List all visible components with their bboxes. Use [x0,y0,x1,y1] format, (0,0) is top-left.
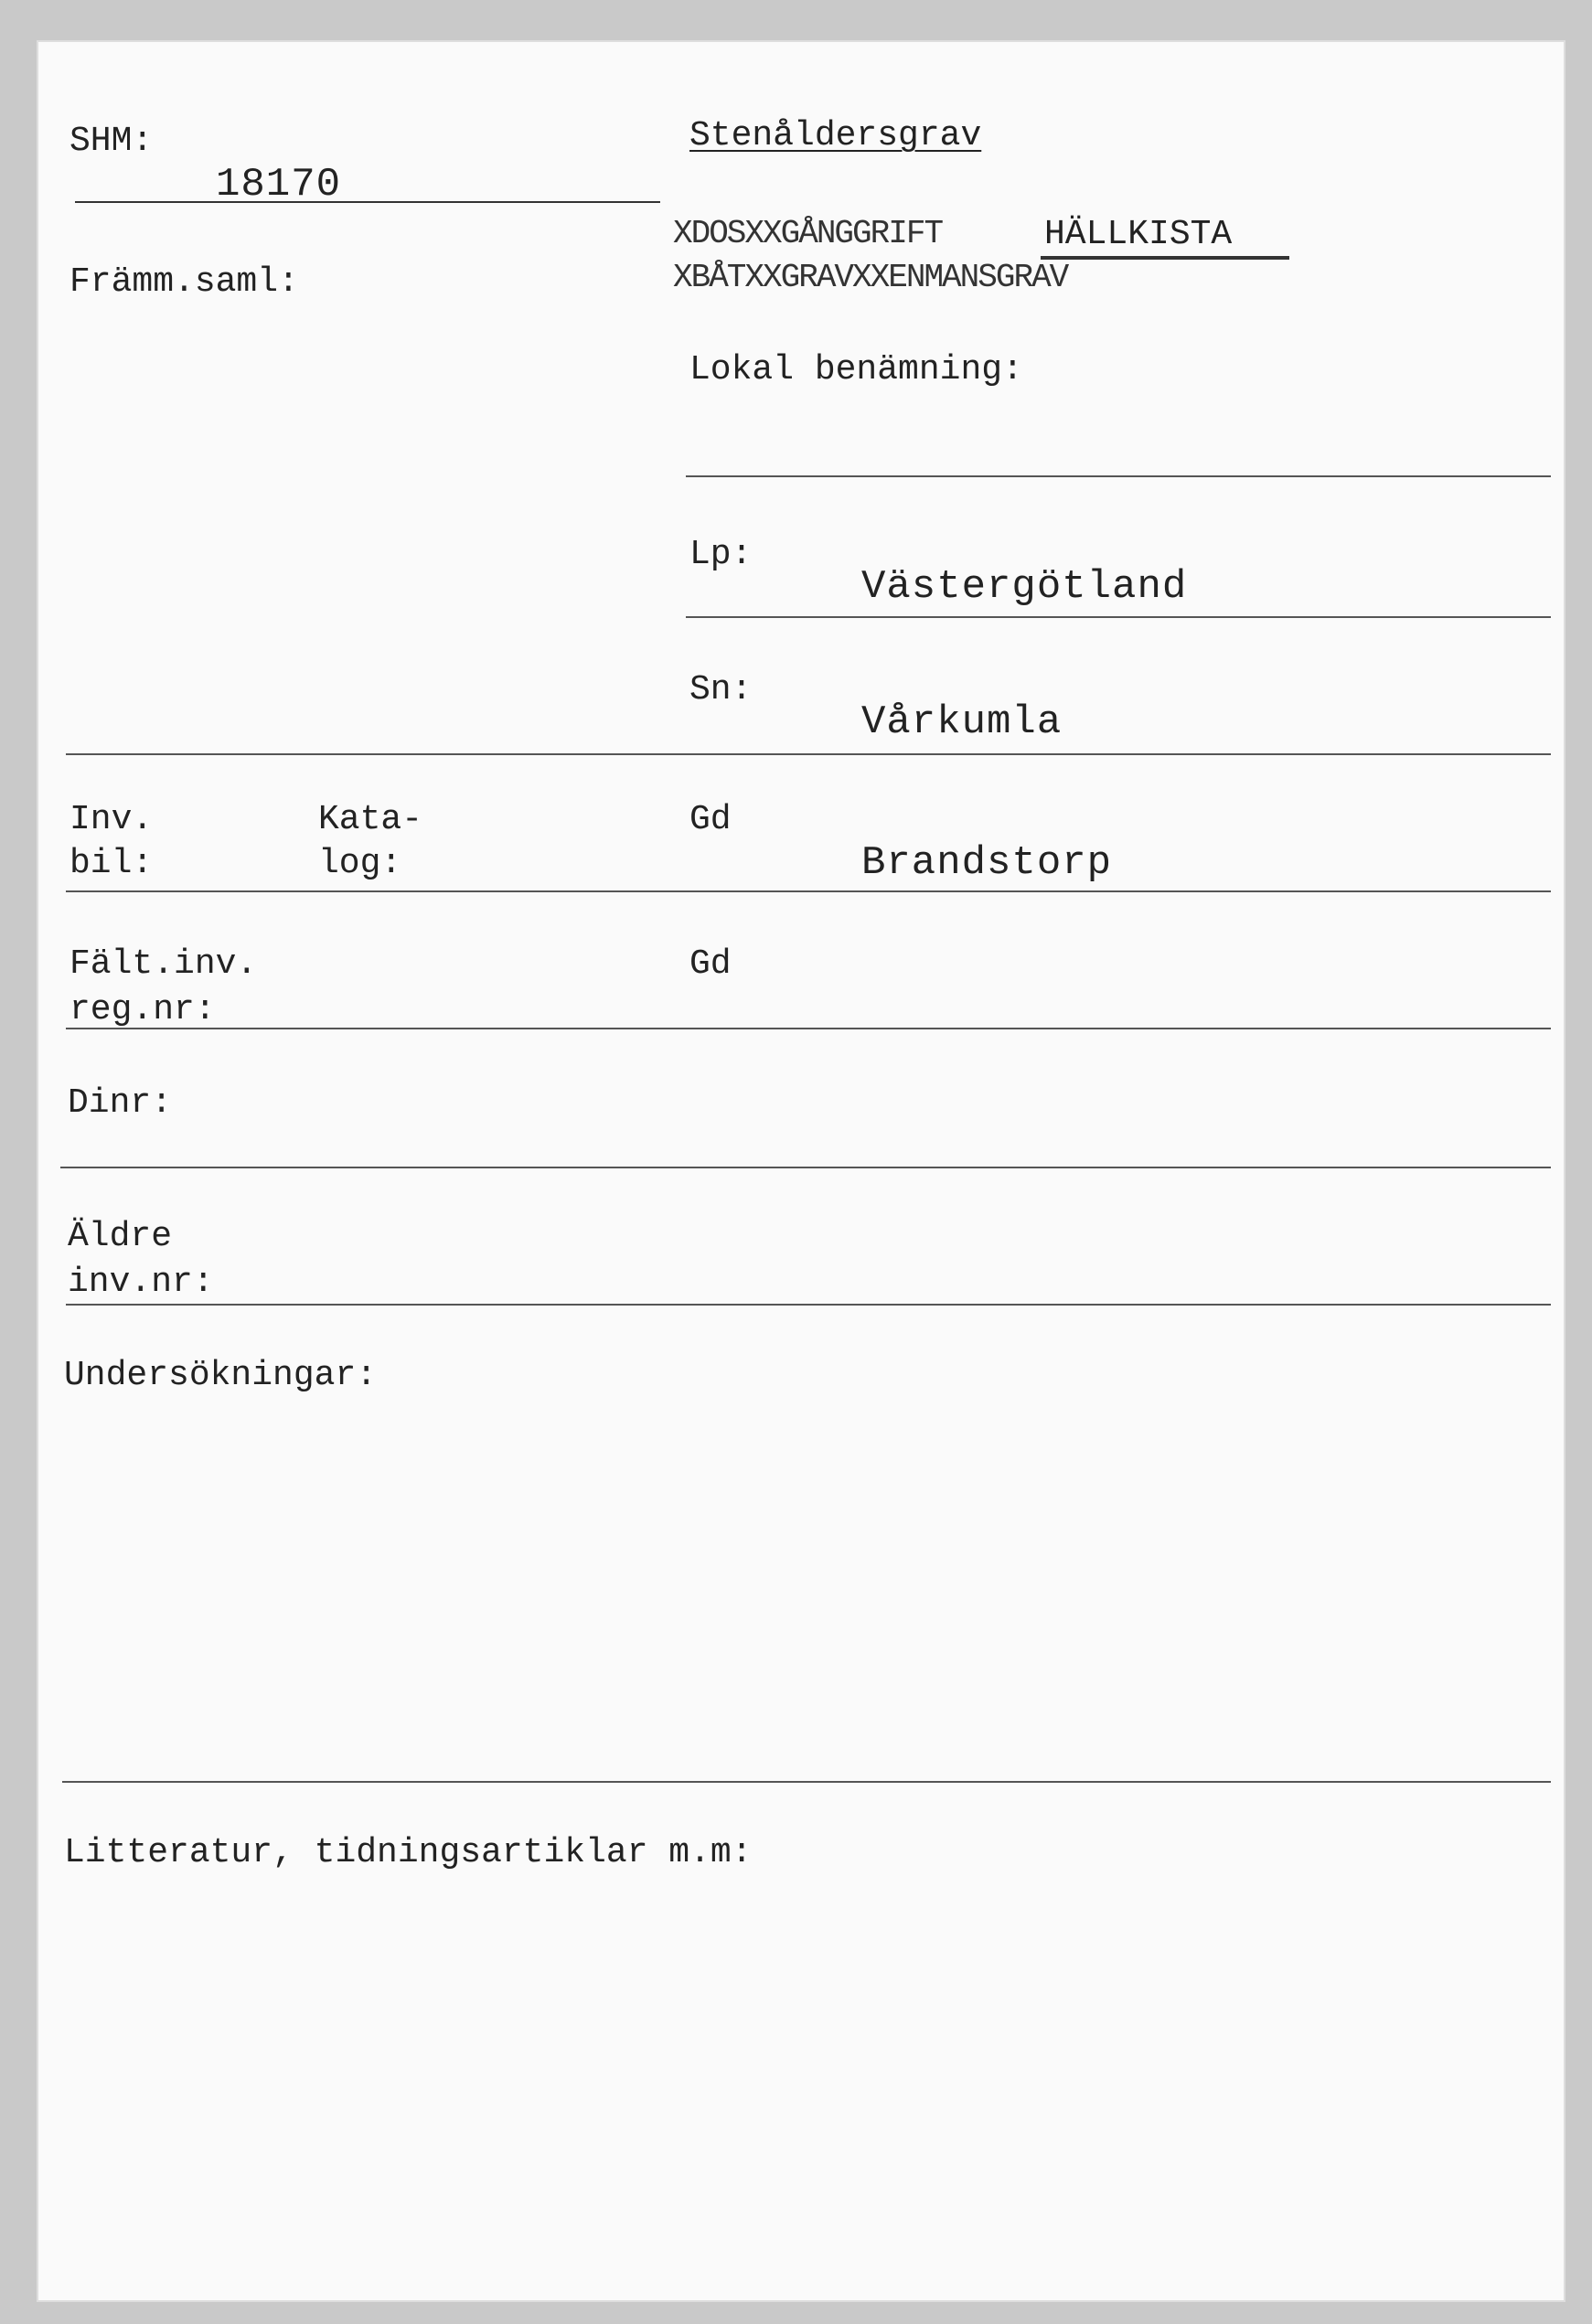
farm-label-2: Gd [689,944,732,984]
investigations-line [62,1781,1551,1783]
local-name-line [686,475,1551,477]
investigations-label: Undersökningar: [64,1356,378,1395]
field-inv-label-2: reg.nr: [69,990,216,1029]
dinr-line [60,1167,1551,1168]
catalog-label-1: Kata- [318,800,423,839]
parish-label: Sn: [689,670,753,709]
shm-label: SHM: [69,122,154,161]
struck-grave-types-1: XDOSXXGÅNGGRIFT [673,215,943,252]
farm-label-1: Gd [689,800,732,839]
grave-category: Stenåldersgrav [689,116,982,155]
foreign-collection-label: Främm.saml: [69,262,299,302]
catalog-card [37,40,1565,2302]
older-inv-label-2: inv.nr: [68,1263,214,1302]
dinr-label: Dinr: [68,1083,173,1123]
catalog-label-2: log: [318,844,402,883]
parish-line [66,753,1551,755]
inv-label-1: Inv. [69,800,154,839]
older-inv-line [66,1304,1551,1306]
grave-type: HÄLLKISTA [1044,215,1233,254]
field-inv-label-1: Fält.inv. [69,944,258,984]
province-value: Västergötland [861,564,1188,610]
shm-number: 18170 [216,162,342,208]
province-line [686,616,1551,618]
farm-value: Brandstorp [861,840,1113,886]
parish-value: Vårkumla [861,699,1063,745]
older-inv-label-1: Äldre [68,1217,173,1256]
local-name-label: Lokal benämning: [689,350,1023,389]
inv-label-2: bil: [69,844,154,883]
struck-grave-types-2: XBÅTXXGRAVXXENMANSGRAV [673,259,1068,296]
grave-type-underline [1041,256,1289,260]
province-label: Lp: [689,535,753,574]
field-inv-line [66,1028,1551,1029]
literature-label: Litteratur, tidningsartiklar m.m: [64,1833,753,1872]
shm-underline [75,201,660,203]
inv-line [66,890,1551,892]
